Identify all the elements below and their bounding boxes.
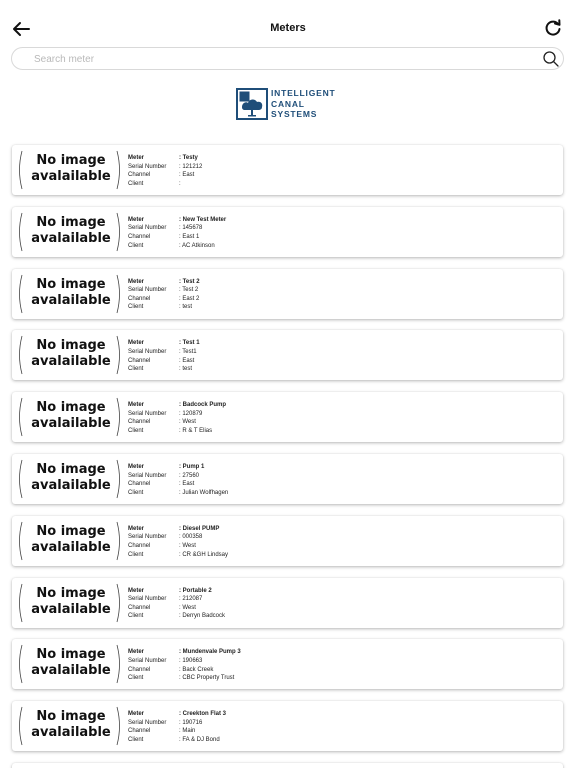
meter-values <box>179 339 200 373</box>
client-value: : test <box>179 366 193 373</box>
no-image-line-2: avalailable <box>31 663 111 679</box>
meter-image-placeholder <box>15 395 125 439</box>
meter-label: Meter <box>128 402 145 409</box>
no-image-line-2: avalailable <box>31 725 111 741</box>
no-image-line-1: No image <box>36 276 106 292</box>
top-bar <box>0 0 576 44</box>
meter-name: : Pump 1 <box>179 463 205 470</box>
channel-value: : East 2 <box>179 295 200 302</box>
no-image-line-2: avalailable <box>31 539 111 555</box>
search-icon[interactable] <box>542 50 560 68</box>
meter-labels <box>128 154 166 188</box>
meter-name: : Badcock Pump <box>179 402 227 409</box>
client-label: Client <box>128 613 144 620</box>
meter-values <box>179 216 226 250</box>
client-label: Client <box>128 242 144 249</box>
meter-label: Meter <box>128 216 145 223</box>
no-image-line-1: No image <box>36 709 106 725</box>
no-image-line-1: No image <box>36 153 106 168</box>
channel-value: : Main <box>179 728 196 735</box>
serial-number: : 212087 <box>179 596 203 603</box>
serial-number: : Test1 <box>179 348 197 355</box>
no-image-line-1: No image <box>36 461 106 477</box>
client-label: Client <box>128 736 144 743</box>
client-value: : <box>179 180 181 187</box>
meter-values <box>179 154 202 188</box>
meter-image-placeholder <box>15 272 125 316</box>
meter-card[interactable] <box>12 269 563 319</box>
meter-image-placeholder <box>15 519 125 563</box>
serial-label: Serial Number <box>128 657 167 664</box>
meter-values <box>179 525 228 559</box>
meter-list <box>12 145 564 768</box>
bracket-left-icon <box>17 583 23 623</box>
serial-number: : 000358 <box>179 534 203 541</box>
channel-value: : West <box>179 542 196 549</box>
bracket-right-icon <box>116 397 122 437</box>
meter-card[interactable] <box>12 454 563 504</box>
no-image-line-2: avalailable <box>31 169 111 184</box>
meter-card[interactable] <box>12 145 563 195</box>
channel-label: Channel <box>128 604 151 611</box>
channel-value: : West <box>179 604 196 611</box>
bracket-left-icon <box>17 397 23 437</box>
meter-card[interactable] <box>12 701 563 751</box>
channel-label: Channel <box>128 419 151 426</box>
meter-image-placeholder <box>15 148 125 192</box>
logo-line-3: SYSTEMS <box>271 109 318 119</box>
meter-values <box>179 710 226 744</box>
no-image-line-1: No image <box>36 647 106 663</box>
serial-number: : 120879 <box>179 410 203 417</box>
meter-values <box>179 401 226 435</box>
channel-value: : West <box>179 419 196 426</box>
cloud-tree-logo-icon <box>236 88 268 120</box>
no-image-text <box>27 153 115 185</box>
meter-values <box>179 587 225 621</box>
bracket-right-icon <box>116 706 122 746</box>
meter-label: Meter <box>128 463 145 470</box>
no-image-line-2: avalailable <box>31 477 111 493</box>
client-label: Client <box>128 180 144 187</box>
meter-image-placeholder <box>15 581 125 625</box>
logo-line-2: CANAL <box>271 98 305 109</box>
client-label: Client <box>128 489 144 496</box>
no-image-text <box>27 277 115 309</box>
channel-label: Channel <box>128 295 151 302</box>
meter-name: : Portable 2 <box>179 587 212 594</box>
meter-name: : Mundenvale Pump 3 <box>179 649 241 656</box>
no-image-text <box>27 215 115 247</box>
no-image-line-1: No image <box>36 585 106 601</box>
client-value: : FA & DJ Bond <box>179 736 220 743</box>
serial-number: : 190663 <box>179 657 203 664</box>
meter-labels <box>128 648 166 682</box>
no-image-text <box>27 524 115 556</box>
client-value: : R & T Elias <box>179 427 213 434</box>
meter-label: Meter <box>128 587 145 594</box>
meter-image-placeholder <box>15 704 125 748</box>
no-image-text <box>27 400 115 432</box>
channel-value: : Back Creek <box>179 666 214 673</box>
serial-number: : 27560 <box>179 472 200 479</box>
meter-name: : Diesel PUMP <box>179 525 220 532</box>
meter-labels <box>128 587 166 621</box>
serial-label: Serial Number <box>128 410 167 417</box>
meter-image-placeholder <box>15 333 125 377</box>
meter-labels <box>128 525 166 559</box>
channel-label: Channel <box>128 481 151 488</box>
client-label: Client <box>128 304 144 311</box>
serial-number: : 121212 <box>179 163 203 170</box>
no-image-line-1: No image <box>36 338 106 354</box>
no-image-line-2: avalailable <box>31 601 111 617</box>
channel-label: Channel <box>128 666 151 673</box>
refresh-icon[interactable] <box>543 18 563 38</box>
bracket-right-icon <box>116 644 122 684</box>
meter-labels <box>128 710 166 744</box>
meter-name: : New Test Meter <box>179 216 227 223</box>
bracket-right-icon <box>116 459 122 499</box>
logo-line-1: INTELLIGENT <box>271 88 336 98</box>
meter-labels <box>128 216 166 250</box>
client-label: Client <box>128 675 144 682</box>
company-logo <box>236 88 346 122</box>
no-image-line-1: No image <box>36 400 106 416</box>
no-image-text <box>27 338 115 370</box>
serial-label: Serial Number <box>128 348 167 355</box>
bracket-right-icon <box>116 274 122 314</box>
client-label: Client <box>128 551 144 558</box>
meter-card[interactable] <box>12 330 563 380</box>
client-value: : AC Atkinson <box>179 242 215 249</box>
no-image-line-2: avalailable <box>31 354 111 370</box>
no-image-text <box>27 462 115 494</box>
meter-labels <box>128 278 166 312</box>
client-value: : test <box>179 304 193 311</box>
no-image-line-2: avalailable <box>31 230 111 246</box>
no-image-line-2: avalailable <box>31 292 111 308</box>
meter-card[interactable] <box>12 516 563 566</box>
meter-image-placeholder <box>15 210 125 254</box>
no-image-line-1: No image <box>36 214 106 230</box>
channel-value: : East 1 <box>179 233 200 240</box>
meter-label: Meter <box>128 649 145 656</box>
client-value: : Julian Wolfhagen <box>179 489 229 496</box>
no-image-line-1: No image <box>36 523 106 539</box>
channel-label: Channel <box>128 728 151 735</box>
serial-number: : 190716 <box>179 719 203 726</box>
search-input[interactable] <box>34 52 514 67</box>
serial-label: Serial Number <box>128 719 167 726</box>
meter-name: : Creekton Flat 3 <box>179 711 227 718</box>
bracket-left-icon <box>17 150 23 190</box>
client-label: Client <box>128 427 144 434</box>
bracket-right-icon <box>116 335 122 375</box>
bracket-right-icon <box>116 583 122 623</box>
bracket-left-icon <box>17 274 23 314</box>
channel-value: : East <box>179 357 195 364</box>
client-value: : CBC Property Trust <box>179 675 235 682</box>
bracket-right-icon <box>116 212 122 252</box>
channel-label: Channel <box>128 357 151 364</box>
channel-value: : East <box>179 172 195 179</box>
meter-name: : Test 1 <box>179 340 200 347</box>
meter-values <box>179 463 228 497</box>
bracket-left-icon <box>17 459 23 499</box>
meter-label: Meter <box>128 340 145 347</box>
serial-number: : 145678 <box>179 225 203 232</box>
meter-card[interactable] <box>12 578 563 628</box>
serial-label: Serial Number <box>128 472 167 479</box>
meter-labels <box>128 463 166 497</box>
meter-image-placeholder <box>15 642 125 686</box>
meter-name: : Test 2 <box>179 278 200 285</box>
meter-card[interactable] <box>12 207 563 257</box>
meter-labels <box>128 339 166 373</box>
meter-card-partial[interactable] <box>12 763 563 768</box>
no-image-line-2: avalailable <box>31 416 111 432</box>
channel-label: Channel <box>128 172 151 179</box>
meter-label: Meter <box>128 155 145 161</box>
serial-label: Serial Number <box>128 596 167 603</box>
meter-card[interactable] <box>12 392 563 442</box>
bracket-left-icon <box>17 335 23 375</box>
meter-values <box>179 648 241 682</box>
meter-name: : Testy <box>179 155 198 161</box>
serial-label: Serial Number <box>128 534 167 541</box>
meter-label: Meter <box>128 278 145 285</box>
bracket-left-icon <box>17 212 23 252</box>
client-value: : Derryn Badcock <box>179 613 226 620</box>
bracket-left-icon <box>17 521 23 561</box>
bracket-left-icon <box>17 706 23 746</box>
channel-value: : East <box>179 481 195 488</box>
channel-label: Channel <box>128 233 151 240</box>
bracket-right-icon <box>116 521 122 561</box>
serial-label: Serial Number <box>128 163 167 170</box>
meter-label: Meter <box>128 525 145 532</box>
client-value: : CR &GH Lindsay <box>179 551 229 558</box>
bracket-left-icon <box>17 644 23 684</box>
search-bar <box>11 47 564 70</box>
no-image-text <box>27 709 115 741</box>
no-image-text <box>27 586 115 618</box>
meter-label: Meter <box>128 711 145 718</box>
bracket-right-icon <box>116 150 122 190</box>
meter-labels <box>128 401 166 435</box>
meter-card[interactable] <box>12 639 563 689</box>
serial-label: Serial Number <box>128 225 167 232</box>
channel-label: Channel <box>128 542 151 549</box>
serial-label: Serial Number <box>128 287 167 294</box>
client-label: Client <box>128 366 144 373</box>
logo-text <box>271 88 346 120</box>
meter-values <box>179 278 200 312</box>
meter-image-placeholder <box>15 457 125 501</box>
no-image-text <box>27 647 115 679</box>
serial-number: : Test 2 <box>179 287 199 294</box>
page-title: Meters <box>270 22 306 34</box>
